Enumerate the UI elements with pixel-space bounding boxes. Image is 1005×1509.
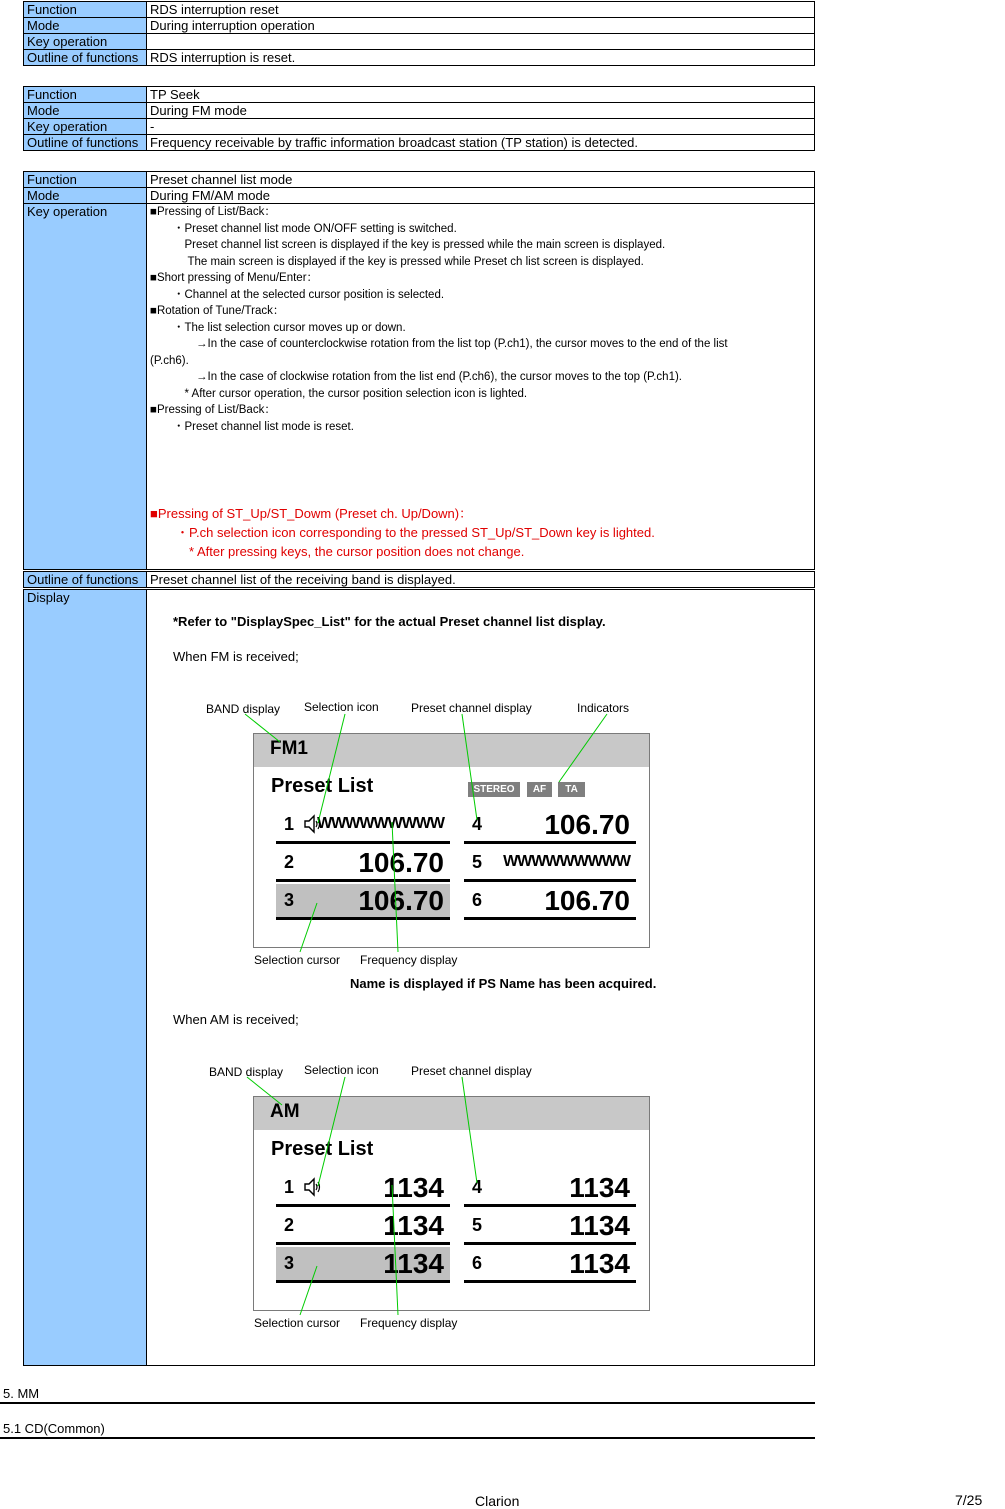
rds-table	[23, 1, 815, 66]
function-label: Function	[24, 2, 147, 18]
ps-name: WWWWWWWWW	[503, 853, 630, 870]
key-operation-line: ・Preset channel list mode is reset.	[150, 420, 354, 433]
mode-label: Mode	[24, 18, 147, 34]
am-preset-screen	[253, 1096, 650, 1311]
key-operation-line: Preset channel list screen is displayed if the key is pressed while the main screen is displayed.	[150, 239, 666, 251]
display-label: Display	[24, 589, 147, 1366]
speaker-icon	[304, 1177, 322, 1197]
outline-value: RDS interruption is reset.	[147, 50, 815, 66]
ta-indicator: TA	[558, 782, 585, 797]
fm-preset-slot-2	[276, 846, 450, 882]
fm-preset-list-title: Preset List	[271, 775, 374, 797]
frequency: 1134	[383, 1210, 444, 1241]
am-band-display: AM	[270, 1101, 300, 1122]
key-operation-line: ■Pressing of List/Back：	[150, 404, 276, 416]
frequency: 1134	[569, 1248, 630, 1279]
key-label: Key operation	[24, 34, 147, 50]
frequency: 1134	[383, 1248, 444, 1279]
outline-label: Outline of functions	[24, 571, 147, 589]
footer-company: Clarion	[475, 1493, 520, 1509]
frequency: 1134	[569, 1172, 630, 1203]
slot-number: 1	[284, 814, 295, 834]
key-operation-line: (P.ch6).	[150, 354, 189, 367]
mode-label: Mode	[24, 188, 147, 204]
am-preset-slot-3	[276, 1247, 450, 1283]
key-label: Key operation	[24, 204, 147, 571]
key-operation-cell	[147, 204, 815, 571]
am-preset-list-title: Preset List	[271, 1138, 374, 1160]
fm-frequency-display-label: Frequency display	[360, 953, 458, 967]
st-key-line: ・P.ch selection icon corresponding to the pressed ST_Up/ST_Down key is lighted.	[150, 525, 655, 540]
am-selection-icon-label: Selection icon	[304, 1063, 379, 1077]
frequency: 1134	[383, 1172, 444, 1203]
section-cd-rule	[0, 1437, 815, 1439]
outline-label: Outline of functions	[24, 50, 147, 66]
key-operation-lines	[150, 204, 811, 435]
key-operation-line: * After cursor operation, the cursor position selection icon is lighted.	[150, 387, 528, 400]
slot-number: 4	[472, 1177, 483, 1197]
fm-preset-slot-6	[464, 884, 636, 920]
outline-label: Outline of functions	[24, 135, 147, 151]
af-indicator: AF	[527, 782, 552, 797]
frequency: 106.70	[544, 885, 630, 916]
key-operation-line: →In the case of clockwise rotation from the list end (P.ch6), the cursor moves to the top (P.ch1).	[150, 371, 682, 383]
fm-preset-slot-4	[464, 808, 636, 844]
am-preset-slot-4	[464, 1171, 636, 1207]
mode-value: During interruption operation	[147, 18, 815, 34]
stereo-indicator: STEREO	[468, 782, 520, 797]
key-operation-line: ■Pressing of List/Back：	[150, 206, 276, 218]
st-key-line: ■Pressing of ST_Up/ST_Dowm (Preset ch. Up/Down)：	[150, 506, 473, 521]
outline-value: Frequency receivable by traffic information broadcast station (TP station) is detected.	[147, 135, 815, 151]
frequency: 106.70	[544, 809, 630, 840]
am-preset-slot-1	[276, 1171, 450, 1207]
function-value: Preset channel list mode	[147, 172, 815, 188]
outline-value: Preset channel list of the receiving band is displayed.	[147, 571, 815, 589]
slot-number: 3	[284, 1253, 295, 1273]
function-value: RDS interruption reset	[147, 2, 815, 18]
frequency: 106.70	[358, 885, 444, 916]
mode-label: Mode	[24, 103, 147, 119]
am-frequency-display-label: Frequency display	[360, 1316, 458, 1330]
slot-number: 6	[472, 890, 483, 910]
slot-number: 3	[284, 890, 295, 910]
fm-band-bar	[254, 734, 649, 767]
fm-band-display: FM1	[270, 738, 308, 759]
key-operation-line: ・Channel at the selected cursor position is selected.	[150, 288, 445, 301]
am-preset-slot-2	[276, 1209, 450, 1245]
key-label: Key operation	[24, 119, 147, 135]
fm-intro: When FM is received;	[173, 649, 299, 664]
key-operation-line: ■Short pressing of Menu/Enter：	[150, 272, 319, 284]
refer-note: *Refer to "DisplaySpec_List" for the actual Preset channel list display.	[173, 614, 606, 629]
fm-preset-slot-5	[464, 846, 636, 882]
key-operation-line: The main screen is displayed if the key is pressed while Preset ch list screen is displayed.	[150, 255, 644, 268]
slot-number: 2	[284, 1215, 295, 1235]
fm-preset-screen	[253, 733, 650, 948]
am-preset-slot-5	[464, 1209, 636, 1245]
slot-number: 4	[472, 814, 483, 834]
key-operation-line: ■Rotation of Tune/Track：	[150, 305, 285, 317]
tp-table	[23, 86, 815, 151]
ps-name: WWWWWWWWW	[317, 815, 444, 832]
frequency: 1134	[569, 1210, 630, 1241]
section-mm: 5. MM	[3, 1386, 40, 1401]
am-preset-slot-6	[464, 1247, 636, 1283]
function-label: Function	[24, 172, 147, 188]
fm-indicators-label: Indicators	[577, 701, 630, 715]
fm-band-display-label: BAND display	[206, 702, 281, 716]
fm-selection-icon-label: Selection icon	[304, 700, 379, 714]
function-value: TP Seek	[147, 87, 815, 103]
slot-number: 5	[472, 1215, 483, 1235]
slot-number: 2	[284, 852, 295, 872]
function-label: Function	[24, 87, 147, 103]
key-operation-line: →In the case of counterclockwise rotation from the list top (P.ch1), the cursor moves to the end of the list	[150, 338, 728, 350]
section-cd: 5.1 CD(Common)	[3, 1421, 105, 1436]
mode-value: During FM/AM mode	[147, 188, 815, 204]
st-up-down-note	[150, 504, 811, 561]
fm-preset-slot-3	[276, 884, 450, 920]
am-selection-cursor-label: Selection cursor	[254, 1316, 341, 1330]
slot-number: 1	[284, 1177, 295, 1197]
footer-page-number: 7/25	[955, 1492, 983, 1508]
st-key-line: * After pressing keys, the cursor position does not change.	[150, 544, 525, 559]
am-band-bar	[254, 1097, 649, 1130]
frequency: 106.70	[358, 847, 444, 878]
key-value: -	[147, 119, 815, 135]
am-band-display-label: BAND display	[209, 1065, 284, 1079]
fm-preset-channel-label: Preset channel display	[411, 701, 532, 715]
key-operation-line: ・The list selection cursor moves up or down.	[150, 321, 406, 334]
fm-selection-cursor-label: Selection cursor	[254, 953, 341, 967]
section-mm-rule	[0, 1402, 815, 1404]
slot-number: 5	[472, 852, 483, 872]
am-preset-channel-label: Preset channel display	[411, 1064, 532, 1078]
key-value	[147, 34, 815, 50]
am-intro: When AM is received;	[173, 1012, 299, 1027]
key-operation-line: ・Preset channel list mode ON/OFF setting is switched.	[150, 222, 457, 235]
fm-preset-slot-1	[276, 808, 450, 844]
ps-name-note: Name is displayed if PS Name has been acquired.	[350, 976, 657, 991]
mode-value: During FM mode	[147, 103, 815, 119]
slot-number: 6	[472, 1253, 483, 1273]
